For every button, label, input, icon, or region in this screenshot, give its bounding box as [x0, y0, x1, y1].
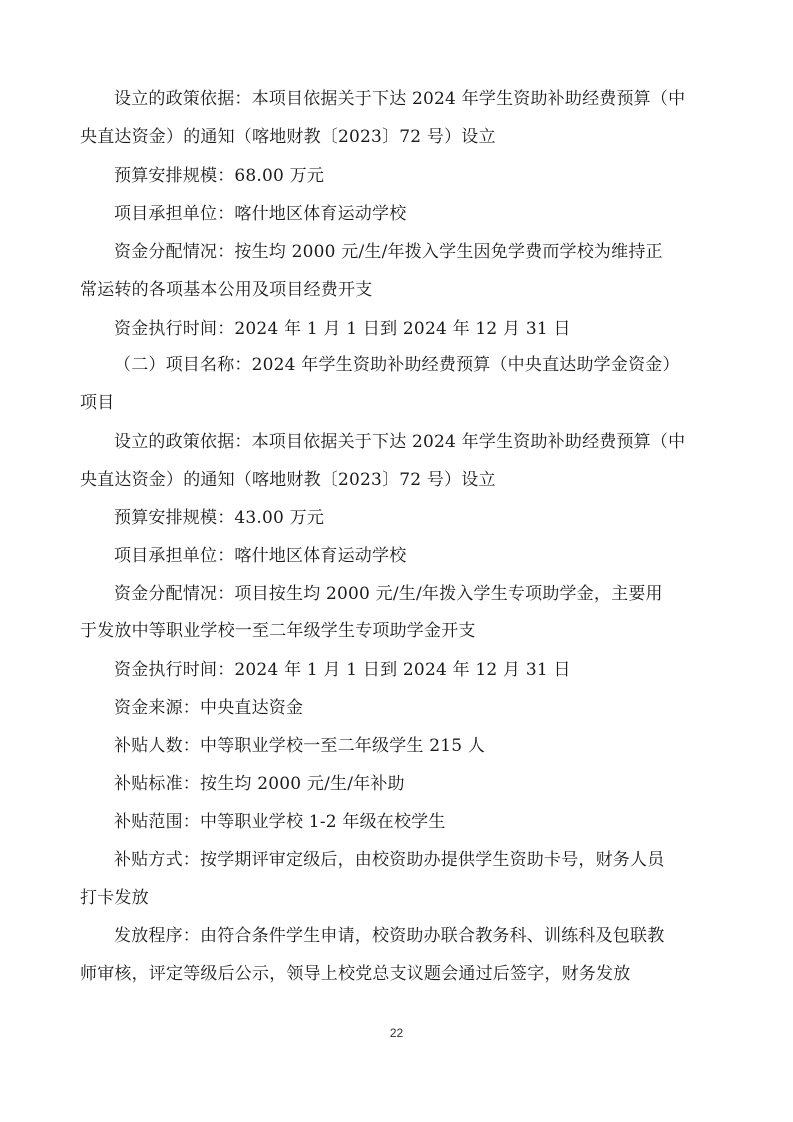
- paragraph-line: 补贴标准：按生均 2000 元/生/年补助: [114, 774, 405, 794]
- paragraph-line: 预算安排规模：43.00 万元: [114, 508, 325, 528]
- paragraph-line: 设立的政策依据：本项目依据关于下达 2024 年学生资助补助经费预算（中: [114, 432, 686, 452]
- paragraph-line: 项目承担单位：喀什地区体育运动学校: [114, 204, 407, 224]
- paragraph-line: 补贴人数：中等职业学校一至二年级学生 215 人: [114, 736, 486, 756]
- section-heading-line: 项目: [80, 393, 115, 413]
- paragraph-line: 补贴范围：中等职业学校 1-2 年级在校学生: [114, 812, 446, 832]
- paragraph-line: 预算安排规模：68.00 万元: [114, 166, 325, 186]
- paragraph-line: 于发放中等职业学校一至二年级学生专项助学金开支: [80, 621, 476, 641]
- paragraph-line: 央直达资金）的通知（喀地财教〔2023〕72 号）设立: [80, 470, 496, 490]
- paragraph-line: 设立的政策依据：本项目依据关于下达 2024 年学生资助补助经费预算（中: [114, 89, 686, 109]
- paragraph-line: 资金分配情况：项目按生均 2000 元/生/年拨入学生专项助学金，主要用: [114, 584, 663, 604]
- section-heading-line: （二）项目名称：2024 年学生资助补助经费预算（中央直达助学金资金）: [114, 355, 680, 375]
- paragraph-line: 资金执行时间：2024 年 1 月 1 日到 2024 年 12 月 31 日: [114, 660, 571, 680]
- paragraph-line: 打卡发放: [80, 888, 149, 908]
- paragraph-line: 资金执行时间：2024 年 1 月 1 日到 2024 年 12 月 31 日: [114, 319, 571, 339]
- paragraph-line: 资金分配情况：按生均 2000 元/生/年拨入学生因免学费而学校为维持正: [114, 242, 663, 262]
- paragraph-line: 资金来源：中央直达资金: [114, 698, 304, 718]
- paragraph-line: 发放程序：由符合条件学生申请，校资助办联合教务科、训练科及包联教: [114, 926, 665, 946]
- paragraph-line: 师审核，评定等级后公示，领导上校党总支议题会通过后签字，财务发放: [80, 964, 631, 984]
- paragraph-line: 常运转的各项基本公用及项目经费开支: [80, 280, 373, 300]
- paragraph-line: 补贴方式：按学期评审定级后，由校资助办提供学生资助卡号，财务人员: [114, 850, 665, 870]
- paragraph-line: 项目承担单位：喀什地区体育运动学校: [114, 546, 407, 566]
- paragraph-line: 央直达资金）的通知（喀地财教〔2023〕72 号）设立: [80, 127, 496, 147]
- page-number: 22: [389, 1026, 404, 1040]
